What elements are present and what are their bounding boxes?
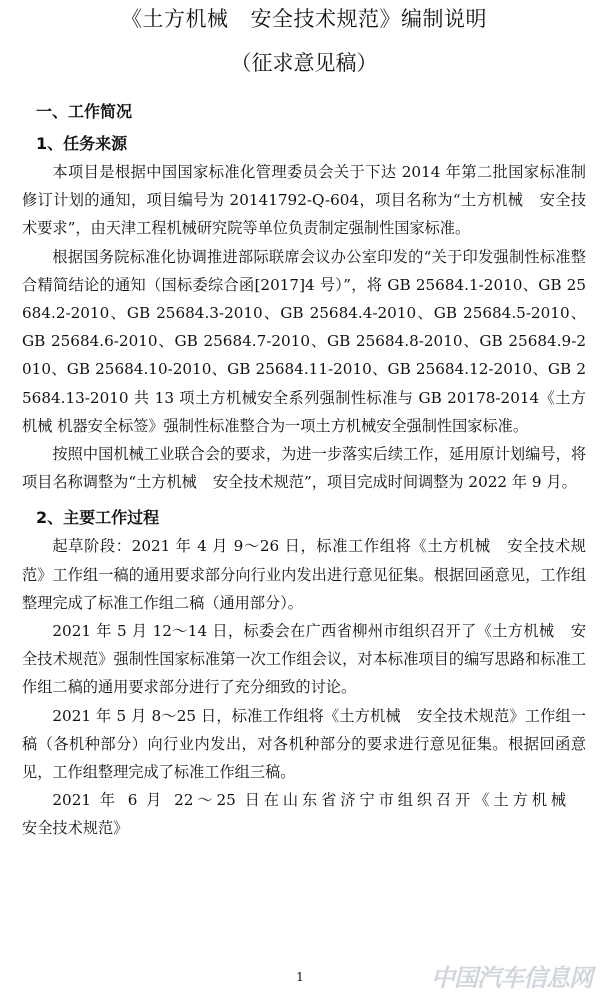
document-subtitle: （征求意见稿） (230, 51, 378, 75)
paragraph-text: 安全技术规范”，项目完成时间调整为 2022 年 9 月。 (212, 473, 577, 492)
paragraph-liuzhou-meeting (22, 617, 586, 702)
paragraph-text: 安全技术规范》工作组一稿的通用要求部分向行业内发出进行意见征集。根据回函意见，工作组整理完成了标准工作组二稿（通用部分）。 (22, 537, 586, 612)
paragraph-text: 按照中国机械工业联合会的要求，为进一步落实后续工作，延用原计划编号，将项目名称调整为“土方机械 (22, 445, 586, 492)
paragraph-name-adjustment (22, 440, 586, 496)
section-heading-work-overview: 一、工作简况 (36, 102, 133, 121)
paragraph-text: 2021 年 5 月 8～25 日，标准工作组将《土方机械 (52, 706, 401, 725)
title-part-1: 《土方机械 (121, 7, 229, 31)
watermark-logo: 中国汽车信息网 (431, 964, 592, 992)
paragraph-text: 安全技术规范》工作组一稿（各机种部分）向行业内发出，对各机种部分的要求进行意见征集。根据回函意见，工作组整理完成了标准工作组三稿。 (22, 706, 587, 782)
paragraph-text: 起草阶段：2021 年 4 月 9～26 日，标准工作组将《土方机械 (52, 537, 491, 556)
paragraph-project-basis (22, 158, 586, 243)
paragraph-machine-type-consultation (22, 702, 586, 787)
paragraph-text: 安全技术规范》 (22, 819, 129, 838)
subsection-heading-task-source: 1、任务来源 (36, 134, 128, 153)
page-number: 1 (296, 970, 304, 984)
paragraph-text: 安全技术要求”，由天津工程机械研究院等单位负责制定强制性国家标准。 (22, 191, 587, 238)
subsection-heading-work-process: 2、主要工作过程 (36, 508, 160, 528)
paragraph-text: 本项目是根据中国国家标准化管理委员会关于下达 2014 年第二批国家标准制修订计划的通知，项目编号为 20141792-Q-604，项目名称为“土方机械 (22, 163, 586, 210)
paragraph-standard-integration: 根据国务院标准化协调推进部际联席会议办公室印发的“关于印发强制性标准整合精简结论的通知（国标委综合函[2017]4 号）”，将 GB 25684.1-2010、GB 25684.2-2010、GB 25684.3-2010、GB 25684.4-2010、GB 25684.5-2010、GB 25684.6-2010、GB 25684.7-2010、GB 25684.8-2010、GB 25684.9-2010、GB 25684.10-2010、GB 25684.11-2010、GB 25684.12-2010、GB 25684.13-2010 共 13 项土方机械安全系列强制性标准与 GB 20178-2014《土方机械 机器安全标签》强制性标准整合为一项土方机械安全强制性国家标准。 (22, 247, 586, 435)
paragraph-drafting-stage (22, 532, 586, 617)
document-title (22, 4, 586, 34)
paragraph-text: 2021 年 5 月 12～14 日，标委会在广西省柳州市组织召开了《土方机械 (52, 622, 555, 641)
paragraph-text: 安全技术规范》强制性国家标准第一次工作组会议，对本标准项目的编写思路和标准工作组二稿的通用要求部分进行了充分细致的讨论。 (22, 622, 587, 697)
title-part-2: 安全技术规范》编制说明 (250, 7, 487, 31)
paragraph-text: 2021 年 6 月 22～25 日在山东省济宁市组织召开《土方机械 (52, 791, 570, 810)
paragraph-jining-meeting (22, 786, 586, 842)
